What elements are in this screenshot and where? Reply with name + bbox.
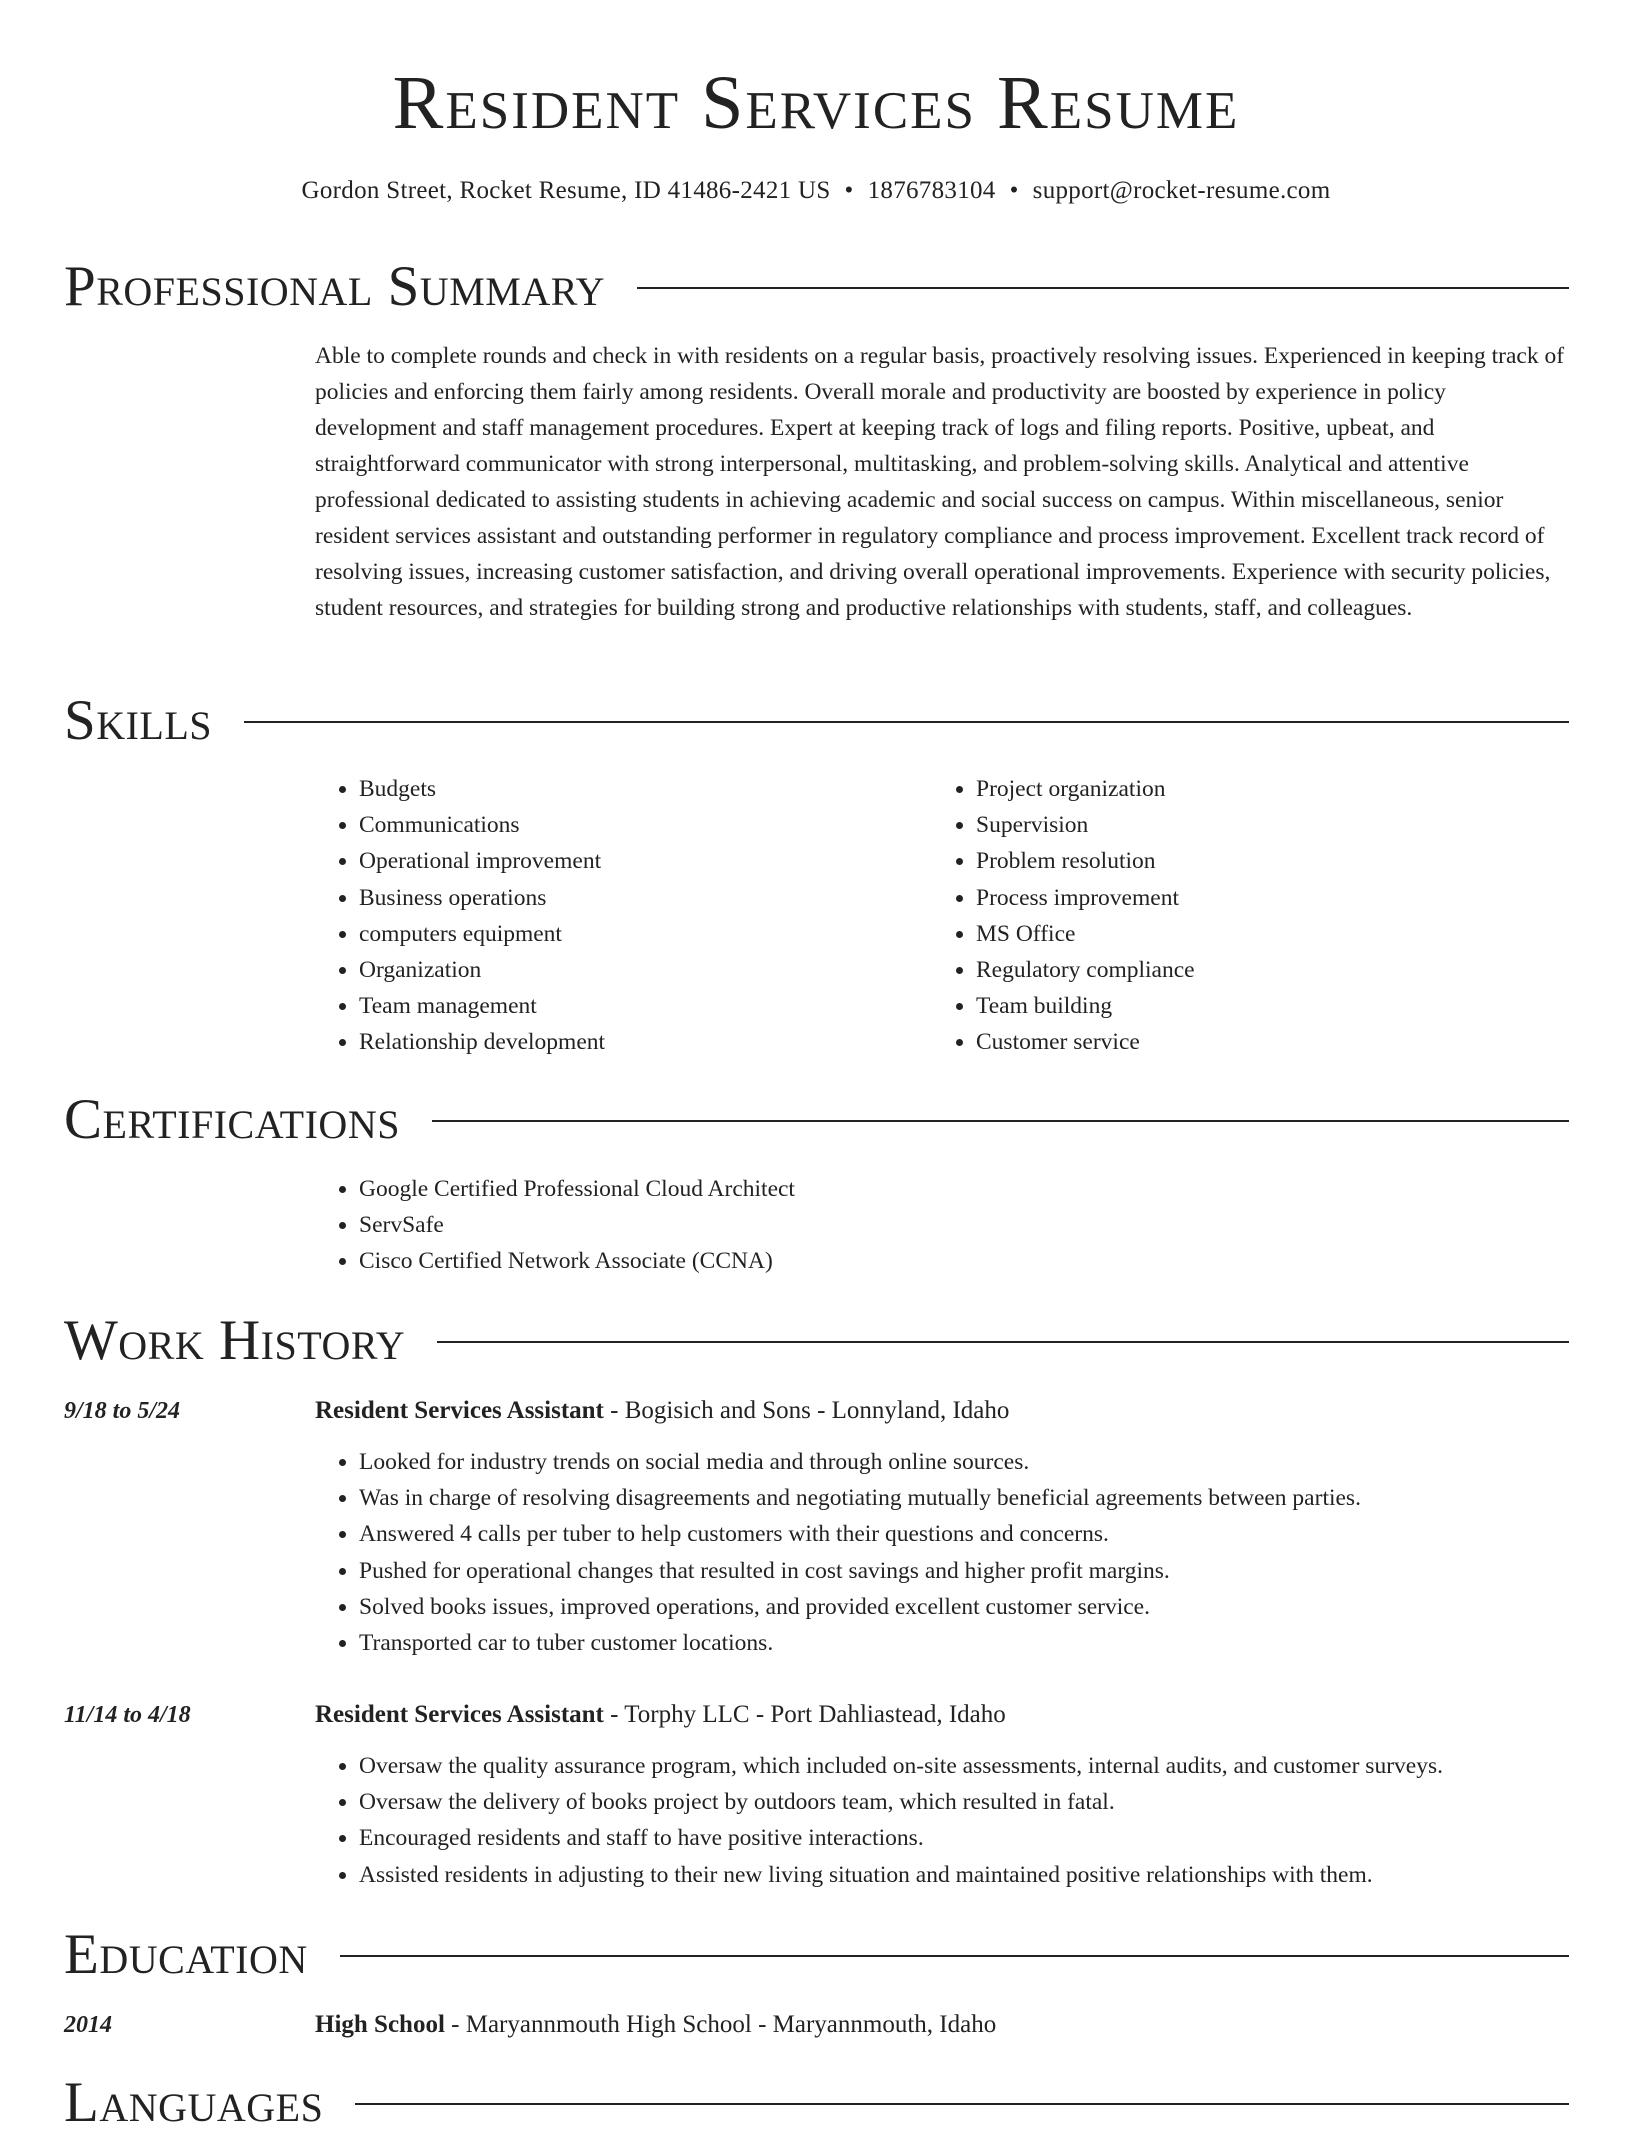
list-item: • Communications — [359, 807, 919, 843]
certifications-section-header — [64, 1087, 1569, 1153]
list-item: • Looked for industry trends on social media and through online sources. — [359, 1444, 1614, 1480]
list-item: • Assisted residents in adjusting to their new living situation and maintained positive relationships with them. — [359, 1857, 1614, 1893]
list-item: • Project organization — [976, 771, 1576, 807]
list-item: • Relationship development — [359, 1024, 919, 1060]
job-employer: - Bogisich and Sons - Lonnyland, Idaho — [603, 1397, 1010, 1424]
list-item: • Team management — [359, 988, 919, 1024]
phone: 1876783104 — [867, 177, 996, 204]
section-divider — [340, 1955, 1569, 1957]
job-dates: 11/14 to 4/18 — [64, 1702, 191, 1728]
list-item: • Answered 4 calls per tuber to help customers with their questions and concerns. — [359, 1516, 1614, 1552]
list-item: • Google Certified Professional Cloud Architect — [359, 1171, 1559, 1207]
certifications-list — [315, 1171, 1559, 1280]
summary-text: Able to complete rounds and check in with residents on a regular basis, proactively resolving issues. Experienced in keeping track of policies and enforcing them fairly among residents. Overall morale and productivity are boosted by experience in policy development and staff management procedures. Expert at keeping track of logs and filing reports. Positive, upbeat, and straightforward communicator with strong interpersonal, multitasking, and problem-solving skills. Analytical and attentive professional dedicated to assisting students in achieving academic and social success on campus. Within miscellaneous, senior resident services assistant and outstanding performer in regulatory compliance and process improvement. Excellent track record of resolving issues, increasing customer satisfaction, and driving overall operational improvements. Experience with security policies, student resources, and strategies for building strong and productive relationships with students, staff, and colleagues. — [315, 343, 1565, 621]
list-item: • Supervision — [976, 807, 1576, 843]
job-dates: 9/18 to 5/24 — [64, 1398, 181, 1424]
list-item: • Transported car to tuber customer locations. — [359, 1625, 1614, 1661]
list-item: • Oversaw the delivery of books project by outdoors team, which resulted in fatal. — [359, 1784, 1614, 1820]
list-item: • Budgets — [359, 771, 919, 807]
section-heading: Work History — [64, 1309, 406, 1372]
list-item: • Team building — [976, 988, 1576, 1024]
list-item: • Organization — [359, 952, 919, 988]
list-item: • MS Office — [976, 916, 1576, 952]
job-employer: - Torphy LLC - Port Dahliastead, Idaho — [603, 1701, 1006, 1728]
list-item: • Solved books issues, improved operations, and provided excellent customer service. — [359, 1589, 1614, 1625]
summary-section-header — [64, 254, 1569, 320]
job-title: Resident Services Assistant — [315, 1701, 604, 1728]
list-item: • Was in charge of resolving disagreements and negotiating mutually beneficial agreements between parties. — [359, 1480, 1614, 1516]
list-item: • Operational improvement — [359, 843, 919, 879]
work-history-section-header — [64, 1308, 1569, 1374]
education-year: 2014 — [64, 2012, 112, 2038]
school-details: - Maryannmouth High School - Maryannmouth, Idaho — [444, 2011, 997, 2038]
degree: High School — [315, 2011, 445, 2038]
list-item: • Regulatory compliance — [976, 952, 1576, 988]
section-divider — [355, 2103, 1569, 2105]
list-item: • Pushed for operational changes that resulted in cost savings and higher profit margins. — [359, 1553, 1614, 1589]
education-entry — [315, 2010, 996, 2040]
list-item: • Process improvement — [976, 880, 1576, 916]
section-heading: Certifications — [64, 1088, 400, 1151]
list-item: • Encouraged residents and staff to have positive interactions. — [359, 1820, 1614, 1856]
job-title: Resident Services Assistant — [315, 1397, 604, 1424]
job-heading — [315, 1700, 1006, 1730]
list-item: • Oversaw the quality assurance program, which included on-site assessments, internal audits, and customer surveys. — [359, 1748, 1614, 1784]
education-section-header — [64, 1922, 1569, 1988]
resume-title: Resident Services Resume — [392, 61, 1240, 145]
section-divider — [437, 1341, 1569, 1343]
list-item: • Business operations — [359, 880, 919, 916]
separator-dot: • — [844, 177, 854, 204]
email-link[interactable]: support@rocket-resume.com — [1032, 177, 1331, 204]
contact-line — [0, 176, 1632, 206]
section-divider — [637, 287, 1569, 289]
section-divider — [244, 721, 1569, 723]
section-heading: Skills — [64, 689, 213, 752]
job-heading — [315, 1396, 1009, 1426]
job-bullets — [315, 1444, 1614, 1661]
separator-dot: • — [1009, 177, 1019, 204]
skills-list-right — [932, 771, 1576, 1061]
skills-list-left — [315, 771, 919, 1061]
list-item: • Problem resolution — [976, 843, 1576, 879]
list-item: • ServSafe — [359, 1207, 1559, 1243]
job-bullets — [315, 1748, 1614, 1893]
section-divider — [432, 1120, 1569, 1122]
section-heading: Education — [64, 1923, 308, 1986]
skills-section-header — [64, 688, 1569, 754]
list-item: • computers equipment — [359, 916, 919, 952]
list-item: • Customer service — [976, 1024, 1576, 1060]
section-heading: Professional Summary — [64, 255, 606, 318]
address: Gordon Street, Rocket Resume, ID 41486-2421 US — [301, 177, 831, 204]
languages-section-header — [64, 2070, 1569, 2136]
section-heading: Languages — [64, 2071, 324, 2134]
list-item: • Cisco Certified Network Associate (CCNA) — [359, 1243, 1559, 1279]
